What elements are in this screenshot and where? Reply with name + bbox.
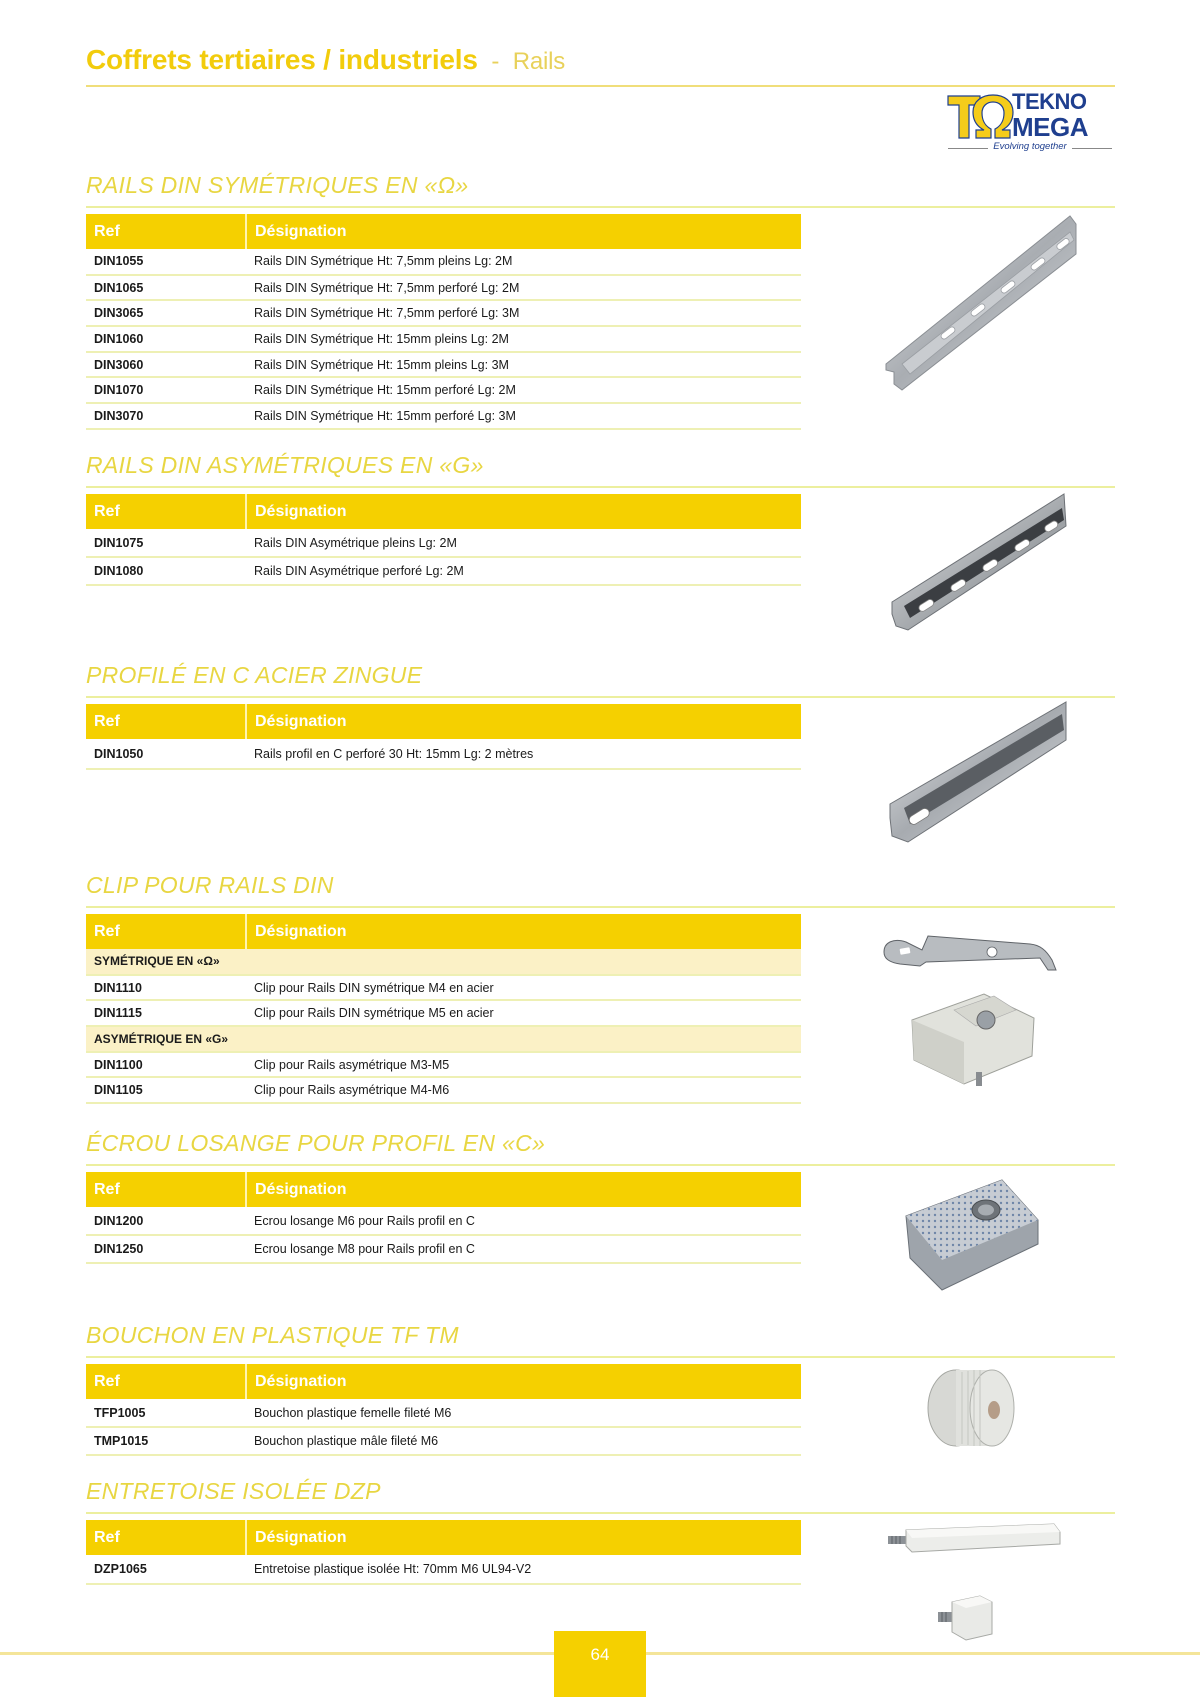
table-row [86,403,801,429]
product-table [86,914,801,1104]
table-row [86,1052,801,1078]
insulated-spacer-short-image [936,1594,1006,1644]
section-ecrou-losange [86,1128,1115,1256]
section-clip-rails-din [86,870,1115,1098]
designation-cell: Rails DIN Symétrique Ht: 7,5mm perforé Lg: 2M [246,275,801,301]
page-title-main: Coffrets tertiaires / industriels [86,44,478,75]
designation-cell: Bouchon plastique mâle fileté M6 [246,1427,801,1455]
designation-cell: Rails DIN Asymétrique pleins Lg: 2M [246,529,801,557]
ref-cell: DIN3060 [86,352,246,378]
section-entretoise-isolee [86,1476,1115,1576]
table-row [86,1207,801,1235]
designation-cell: Rails DIN Symétrique Ht: 7,5mm pleins Lg: 2M [246,249,801,275]
designation-cell: Clip pour Rails asymétrique M3-M5 [246,1052,801,1078]
logo-text-mega: MEGA [1012,112,1088,142]
designation-cell: Entretoise plastique isolée Ht: 70mm M6 UL94-V2 [246,1555,801,1584]
symmetric-din-rail-image [880,214,1080,394]
section-divider [86,486,1115,488]
ref-cell: DIN1075 [86,529,246,557]
section-title: RAILS DIN SYMÉTRIQUES EN «Ω» [86,172,469,198]
ref-cell: DIN1050 [86,739,246,769]
ref-cell: DZP1065 [86,1555,246,1584]
section-title: ENTRETOISE ISOLÉE DZP [86,1478,381,1504]
designation-cell: Rails profil en C perforé 30 Ht: 15mm Lg: 2 mètres [246,739,801,769]
ref-cell: DIN1200 [86,1207,246,1235]
ref-cell: DIN3065 [86,300,246,326]
designation-cell: Rails DIN Symétrique Ht: 15mm perforé Lg: 3M [246,403,801,429]
table-row [86,377,801,403]
table-row [86,1077,801,1103]
page-number: 64 [554,1631,646,1697]
column-header-designation: Désignation [246,214,801,249]
column-header-ref: Ref [86,914,246,949]
designation-cell: Rails DIN Symétrique Ht: 15mm pleins Lg: 2M [246,326,801,352]
table-row [86,1000,801,1026]
column-header-designation: Désignation [246,914,801,949]
table-row [86,1427,801,1455]
group-row-asymetrique [86,1026,801,1052]
page-title-subtitle: Rails [512,48,566,75]
column-header-designation: Désignation [246,704,801,739]
section-rails-din-symetriques [86,170,1115,423]
section-title: PROFILÉ EN C ACIER ZINGUE [86,662,423,688]
product-table [86,1172,801,1264]
designation-cell: Clip pour Rails DIN symétrique M4 en acier [246,975,801,1001]
ref-cell: DIN1115 [86,1000,246,1026]
logo-tagline: Evolving together [946,141,1114,152]
column-header-ref: Ref [86,1364,246,1399]
product-table [86,1520,801,1585]
table-row [86,275,801,301]
group-label: SYMÉTRIQUE EN «Ω» [86,949,801,975]
product-table [86,494,801,586]
plastic-cap-image [920,1362,1020,1458]
group-label: ASYMÉTRIQUE EN «G» [86,1026,801,1052]
designation-cell: Clip pour Rails asymétrique M4-M6 [246,1077,801,1103]
product-table [86,704,801,770]
column-header-ref: Ref [86,1172,246,1207]
ref-cell: DIN1070 [86,377,246,403]
table-row [86,300,801,326]
ref-cell: DIN1055 [86,249,246,275]
column-header-ref: Ref [86,494,246,529]
column-header-designation: Désignation [246,494,801,529]
ref-cell: DIN1080 [86,557,246,585]
column-header-ref: Ref [86,1520,246,1555]
section-title: BOUCHON EN PLASTIQUE TF TM [86,1322,459,1348]
column-header-designation: Désignation [246,1364,801,1399]
ref-cell: DIN1110 [86,975,246,1001]
section-title: CLIP POUR RAILS DIN [86,872,334,898]
table-row [86,557,801,585]
section-profile-en-c [86,660,1115,761]
section-divider [86,696,1115,698]
designation-cell: Ecrou losange M6 pour Rails profil en C [246,1207,801,1235]
product-table [86,214,801,430]
section-divider [86,906,1115,908]
ref-cell: DIN3070 [86,403,246,429]
title-divider [86,85,1115,87]
designation-cell: Clip pour Rails DIN symétrique M5 en acier [246,1000,801,1026]
table-row [86,1555,801,1584]
designation-cell: Rails DIN Symétrique Ht: 7,5mm perforé Lg: 3M [246,300,801,326]
table-row [86,1235,801,1263]
column-header-ref: Ref [86,704,246,739]
ref-cell: DIN1105 [86,1077,246,1103]
designation-cell: Rails DIN Symétrique Ht: 15mm perforé Lg: 2M [246,377,801,403]
section-divider [86,1356,1115,1358]
page-title [86,44,565,76]
table-row [86,739,801,769]
section-bouchon-plastique [86,1320,1115,1448]
table-row [86,249,801,275]
section-divider [86,1164,1115,1166]
logo-text-tekno: TEKNO [1012,89,1087,114]
section-divider [86,206,1115,208]
ref-cell: DIN1100 [86,1052,246,1078]
ref-cell: TMP1015 [86,1427,246,1455]
designation-cell: Bouchon plastique femelle fileté M6 [246,1399,801,1427]
ref-cell: DIN1250 [86,1235,246,1263]
asymmetric-clip-image [904,990,1044,1090]
table-row [86,326,801,352]
table-row [86,1399,801,1427]
symmetric-clip-image [880,930,1070,980]
designation-cell: Rails DIN Asymétrique perforé Lg: 2M [246,557,801,585]
column-header-ref: Ref [86,214,246,249]
diamond-nut-image [902,1176,1042,1296]
ref-cell: TFP1005 [86,1399,246,1427]
table-row [86,529,801,557]
section-rails-din-asymetriques [86,450,1115,578]
ref-cell: DIN1065 [86,275,246,301]
omega-logo-icon [946,93,1016,141]
group-row-symetrique [86,949,801,975]
table-row [86,352,801,378]
section-title: RAILS DIN ASYMÉTRIQUES EN «G» [86,452,484,478]
insulated-spacer-long-image [884,1522,1064,1562]
page-title-separator: - [491,48,500,75]
section-title: ÉCROU LOSANGE POUR PROFIL EN «C» [86,1130,546,1156]
column-header-designation: Désignation [246,1172,801,1207]
table-row [86,975,801,1001]
designation-cell: Rails DIN Symétrique Ht: 15mm pleins Lg: 3M [246,352,801,378]
tekno-omega-logo [946,89,1114,155]
c-profile-rail-image [886,700,1070,850]
designation-cell: Ecrou losange M8 pour Rails profil en C [246,1235,801,1263]
ref-cell: DIN1060 [86,326,246,352]
column-header-designation: Désignation [246,1520,801,1555]
asymmetric-din-rail-image [888,490,1068,640]
section-divider [86,1512,1115,1514]
product-table [86,1364,801,1456]
